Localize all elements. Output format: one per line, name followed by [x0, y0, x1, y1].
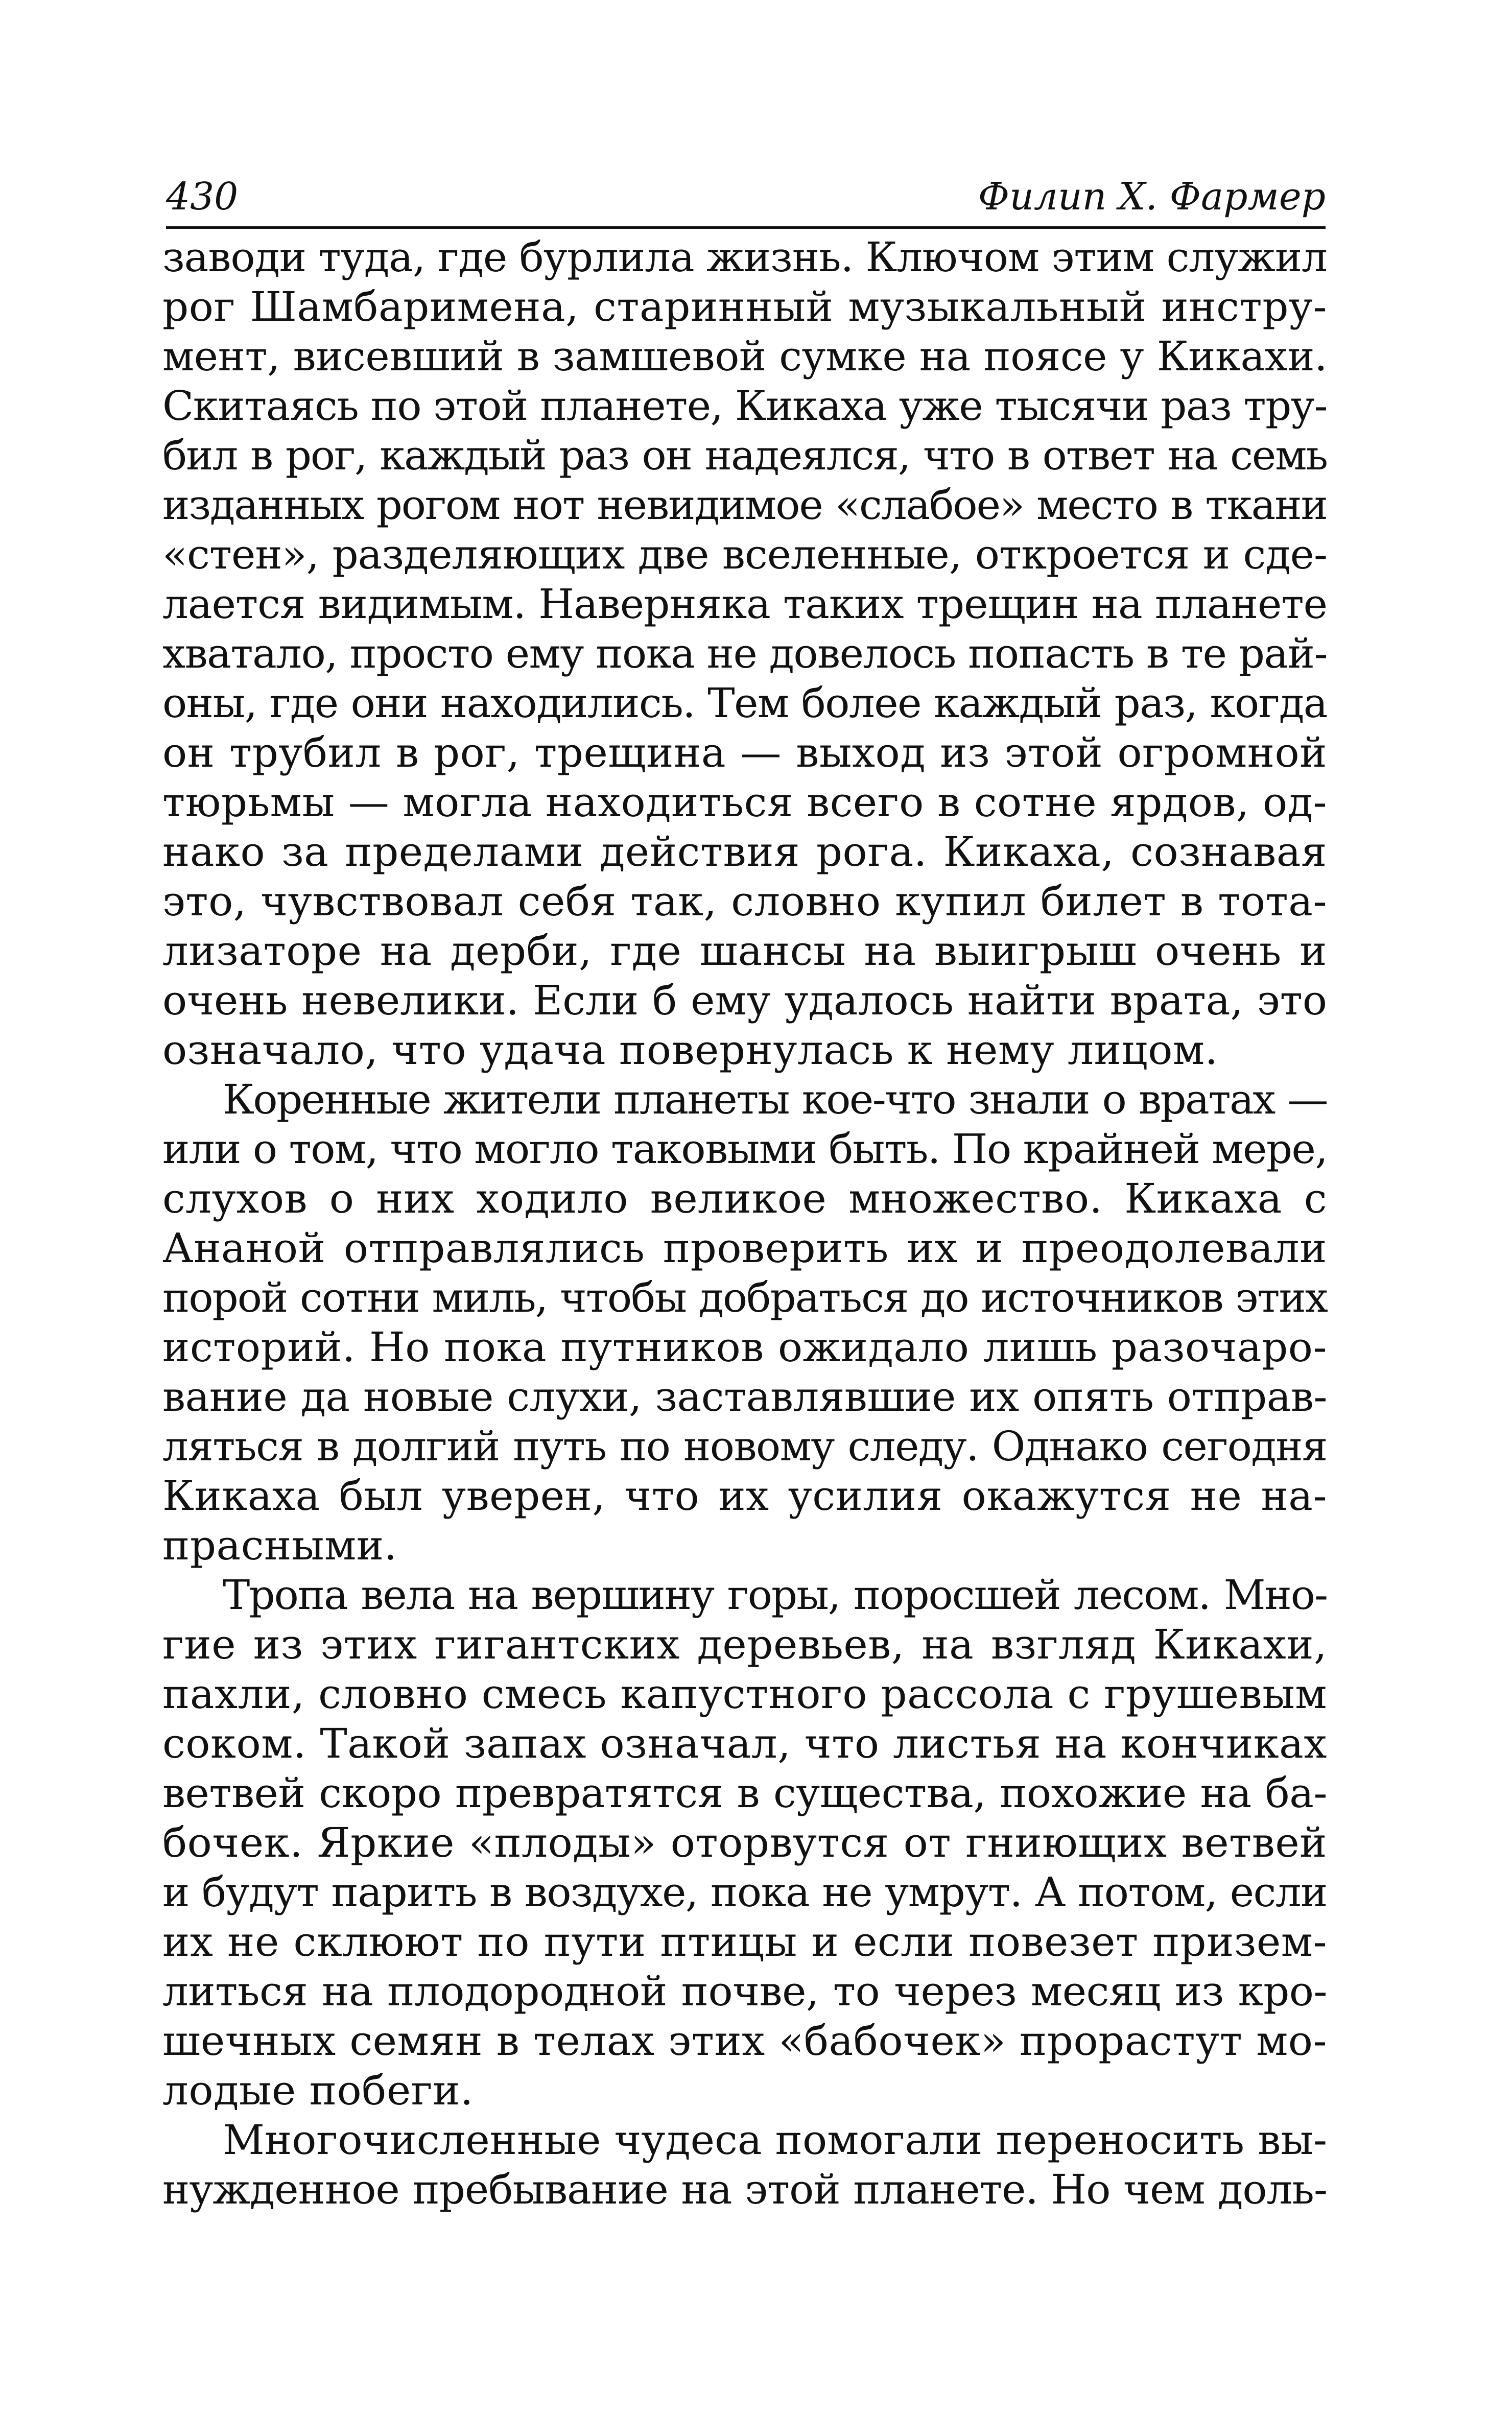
text-line: очень невелики. Если б ему удалось найти врата, это [162, 977, 1327, 1024]
text-line: заводи туда, где бурлила жизнь. Ключом этим служил [162, 233, 1327, 281]
text-line: нако за пределами действия рога. Кикаха, сознавая [162, 828, 1327, 875]
text-line: он трубил в рог, трещина — выход из этой огромной [162, 729, 1327, 776]
text-line: гие из этих гигантских деревьев, на взгляд Кикахи, [162, 1621, 1327, 1668]
text-line: слухов о них ходило великое множество. Кикаха с [162, 1175, 1327, 1222]
text-line: «стен», разделяющих две вселенные, откроется и сде- [162, 531, 1327, 578]
text-line: порой сотни миль, чтобы добраться до источников этих [162, 1274, 1327, 1321]
running-head [166, 169, 1326, 225]
text-line: вание да новые слухи, заставлявшие их опять отправ- [162, 1373, 1327, 1420]
text-line: Скитаясь по этой планете, Кикаха уже тысячи раз тру- [162, 382, 1327, 430]
text-line: рог Шамбаримена, старинный музыкальный инстру- [162, 283, 1327, 330]
text-line: изданных рогом нот невидимое «слабое» место в ткани [162, 481, 1327, 529]
header-rule [166, 226, 1326, 229]
text-line: пахли, словно смесь капустного рассола с грушевым [162, 1670, 1327, 1718]
text-line: лается видимым. Наверняка таких трещин на планете [162, 580, 1327, 628]
text-line: бочек. Яркие «плоды» оторвутся от гниющих ветвей [162, 1819, 1327, 1866]
text-line: Многочисленные чудеса помогали переносить вы- [223, 2116, 1327, 2164]
text-line: ветвей скоро превратятся в существа, похожие на ба- [162, 1769, 1327, 1817]
text-line: нужденное пребывание на этой планете. Но чем доль- [162, 2166, 1327, 2213]
text-line: соком. Такой запах означал, что листья на кончиках [162, 1720, 1327, 1767]
text-line: хватало, просто ему пока не довелось попасть в те рай- [162, 630, 1327, 677]
text-line: бил в рог, каждый раз он надеялся, что в ответ на семь [162, 432, 1327, 479]
text-line: их не склюют по пути птицы и если повезет призем- [162, 1918, 1327, 1965]
text-line: лизаторе на дерби, где шансы на выигрыш очень и [162, 927, 1327, 975]
text-line: литься на плодородной почве, то через месяц из кро- [162, 1968, 1327, 2015]
text-line: мент, висевший в замшевой сумке на поясе у Кикахи. [162, 333, 1327, 380]
text-line: прасными. [162, 1522, 397, 1569]
text-line: лодые побеги. [162, 2067, 474, 2114]
body-text [162, 232, 1327, 2214]
text-line: историй. Но пока путников ожидало лишь разочаро- [162, 1323, 1327, 1371]
page-number: 430 [166, 175, 239, 219]
text-line: Кикаха был уверен, что их усилия окажутся не на- [162, 1472, 1327, 1520]
text-line: это, чувствовал себя так, словно купил билет в тота- [162, 878, 1327, 925]
text-line: тюрьмы — могла находиться всего в сотне ярдов, од- [162, 778, 1327, 826]
text-line: Коренные жители планеты кое-что знали о вратах — [223, 1076, 1327, 1123]
running-title: Филип Х. Фармер [978, 175, 1326, 219]
text-line: и будут парить в воздухе, пока не умрут. А потом, если [162, 1868, 1327, 1916]
text-line: оны, где они находились. Тем более каждый раз, когда [162, 679, 1327, 727]
text-line: означало, что удача повернулась к нему лицом. [162, 1026, 1218, 1074]
text-line: Тропа вела на вершину горы, поросшей лесом. Мно- [223, 1571, 1327, 1619]
text-line: ляться в долгий путь по новому следу. Однако сегодня [162, 1423, 1327, 1470]
text-line: шечных семян в телах этих «бабочек» прорастут мо- [162, 2017, 1327, 2065]
text-line: Ананой отправлялись проверить их и преодолевали [162, 1224, 1327, 1272]
text-line: или о том, что могло таковыми быть. По крайней мере, [162, 1125, 1328, 1173]
